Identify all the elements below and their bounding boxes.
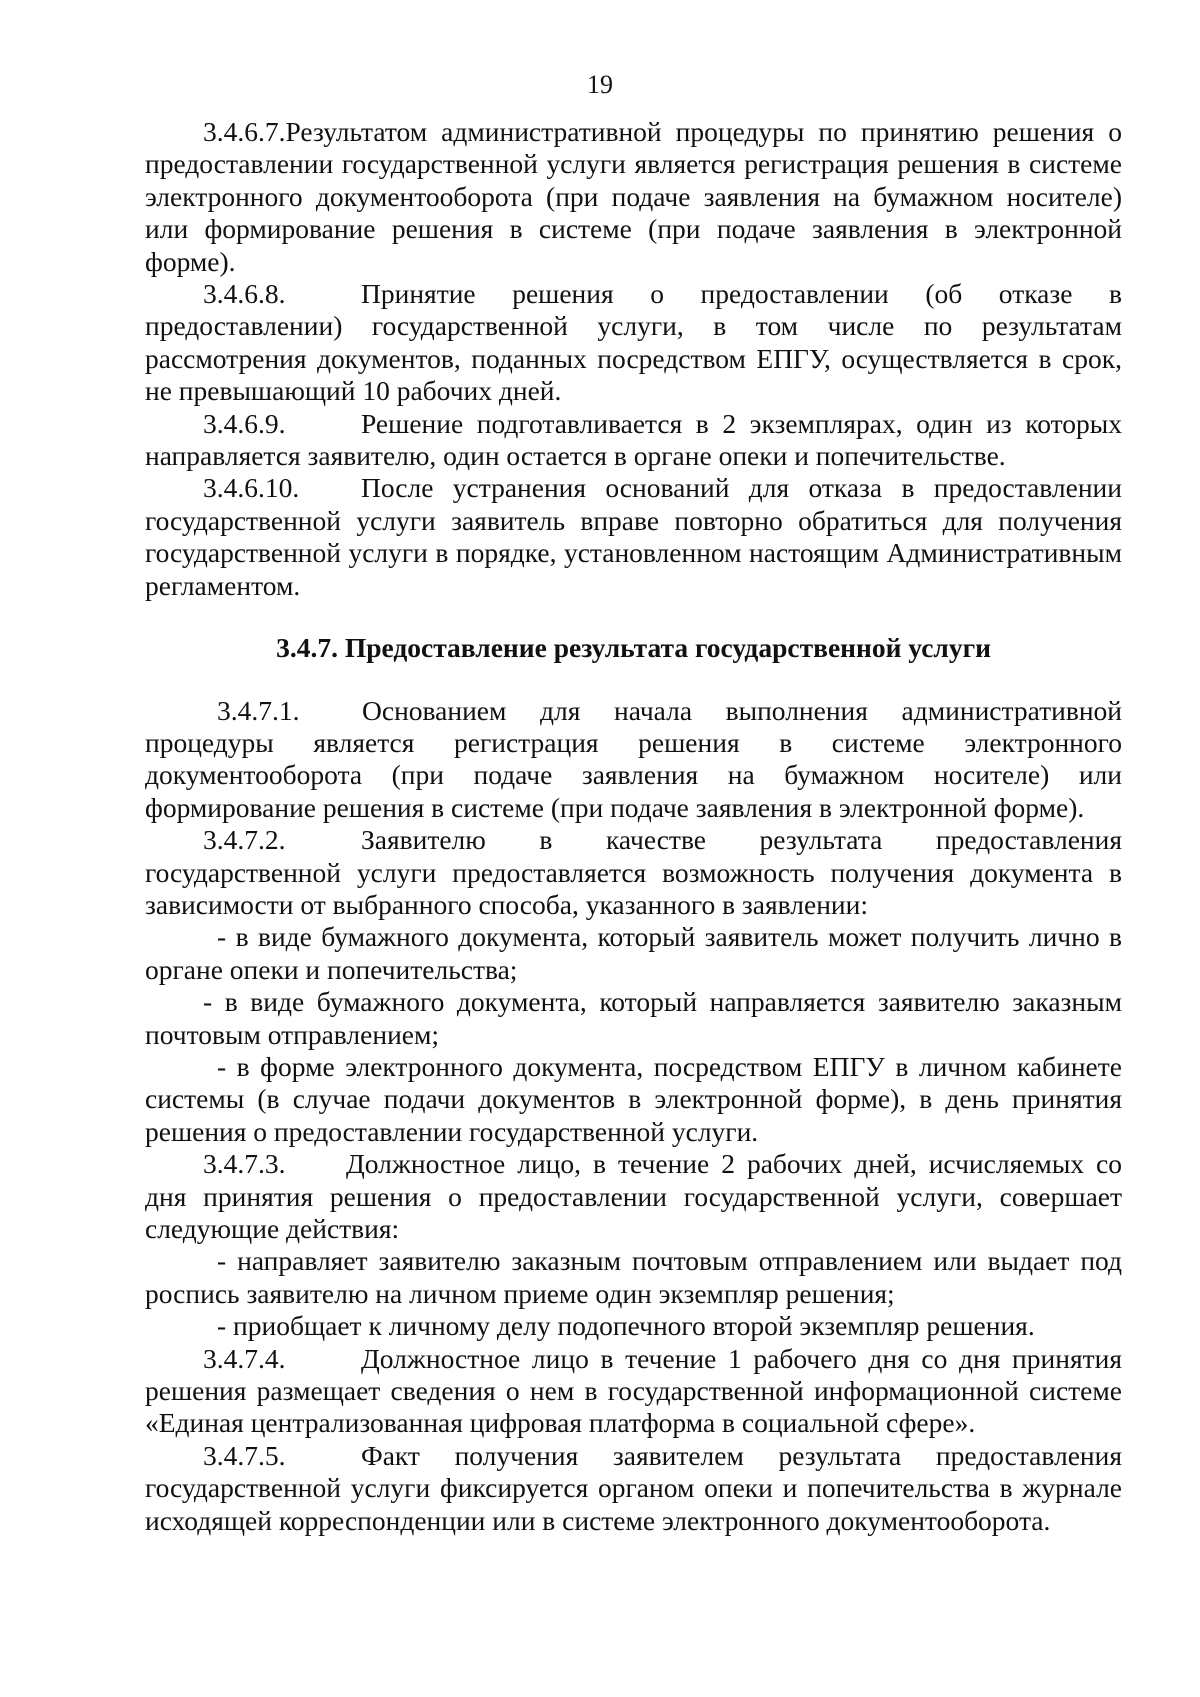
paragraph-3-4-6-7 bbox=[145, 116, 1122, 278]
list-item: - направляет заявителю заказным почтовым отправлением или выдает под роспись заявителю на личном приеме один экземпляр решения; bbox=[145, 1245, 1122, 1309]
paragraph-number: 3.4.7.2. bbox=[203, 824, 286, 856]
paragraph-3-4-7-2 bbox=[145, 824, 1122, 921]
paragraph-number: 3.4.7.3. bbox=[203, 1148, 286, 1180]
list-item: - в виде бумажного документа, который заявитель может получить лично в органе опеки и попечительства; bbox=[145, 921, 1122, 985]
paragraph-number: 3.4.6.8. bbox=[203, 278, 286, 310]
list-item: - в форме электронного документа, посредством ЕПГУ в личном кабинете системы (в случае подачи документов в электронной форме), в день принятия решения о предоставлении государственной услуги. bbox=[145, 1050, 1122, 1147]
paragraph-text: Факт получения заявителем результата предоставления государственной услуги фиксируется органом опеки и попечительства в журнале исходящей корреспонденции или в системе электронного документооборота. bbox=[145, 1439, 1122, 1536]
paragraph-text: Решение подготавливается в 2 экземплярах, один из которых направляется заявителю, один остается в органе опеки и попечительстве. bbox=[145, 407, 1122, 472]
paragraph-text: Должностное лицо в течение 1 рабочего дня со дня принятия решения размещает сведения о нем в государственной информационной системе «Единая централизованная цифровая платформа в социальной сфере». bbox=[145, 1342, 1122, 1439]
paragraph-3-4-7-3 bbox=[145, 1148, 1122, 1245]
section-heading-3-4-7: 3.4.7. Предоставление результата государственной услуги bbox=[276, 632, 991, 664]
list-item: - приобщает к личному делу подопечного второй экземпляр решения. bbox=[217, 1310, 1035, 1342]
paragraph-3-4-7-1 bbox=[145, 695, 1122, 825]
paragraph-3-4-6-8 bbox=[145, 278, 1122, 408]
page-number: 19 bbox=[587, 70, 613, 99]
paragraph-3-4-6-10 bbox=[145, 472, 1122, 602]
paragraph-number: 3.4.6.7. bbox=[203, 116, 286, 147]
paragraph-3-4-6-9 bbox=[145, 408, 1122, 473]
paragraph-text: Результатом административной процедуры по принятию решения о предоставлении государственной услуги является регистрация решения в системе электронного документооборота (при подаче заявления на бумажном носителе) или формирование решения в системе (при подаче заявления в электронной форме). bbox=[145, 116, 1122, 277]
paragraph-number: 3.4.7.4. bbox=[203, 1342, 286, 1374]
document-body bbox=[145, 116, 1122, 1537]
paragraph-text: Основанием для начала выполнения административной процедуры является регистрация решения в системе электронного документооборота (при подаче заявления на бумажном носителе) или формирование решения в системе (при подаче заявления в электронной форме). bbox=[145, 694, 1122, 823]
list-item: - в виде бумажного документа, который направляется заявителю заказным почтовым отправлением; bbox=[145, 986, 1122, 1050]
paragraph-number: 3.4.7.5. bbox=[203, 1439, 286, 1471]
paragraph-3-4-7-4 bbox=[145, 1343, 1122, 1440]
paragraph-number: 3.4.6.9. bbox=[203, 407, 286, 439]
paragraph-3-4-7-5 bbox=[145, 1440, 1122, 1537]
paragraph-number: 3.4.7.1. bbox=[217, 694, 300, 726]
paragraph-text: Заявителю в качестве результата предоставления государственной услуги предоставляется возможность получения документа в зависимости от выбранного способа, указанного в заявлении: bbox=[145, 824, 1122, 920]
paragraph-number: 3.4.6.10. bbox=[203, 472, 300, 504]
paragraph-text: После устранения оснований для отказа в предоставлении государственной услуги заявитель вправе повторно обратиться для получения государственной услуги в порядке, установленном настоящим Административным регламентом. bbox=[145, 472, 1122, 601]
paragraph-text: Принятие решения о предоставлении (об отказе в предоставлении) государственной услуги, в том числе по результатам рассмотрения документов, поданных посредством ЕПГУ, осуществляется в срок, не превышающий 10 рабочих дней. bbox=[145, 278, 1122, 407]
paragraph-text: Должностное лицо, в течение 2 рабочих дней, исчисляемых со дня принятия решения о предоставлении государственной услуги, совершает следующие действия: bbox=[145, 1148, 1122, 1244]
